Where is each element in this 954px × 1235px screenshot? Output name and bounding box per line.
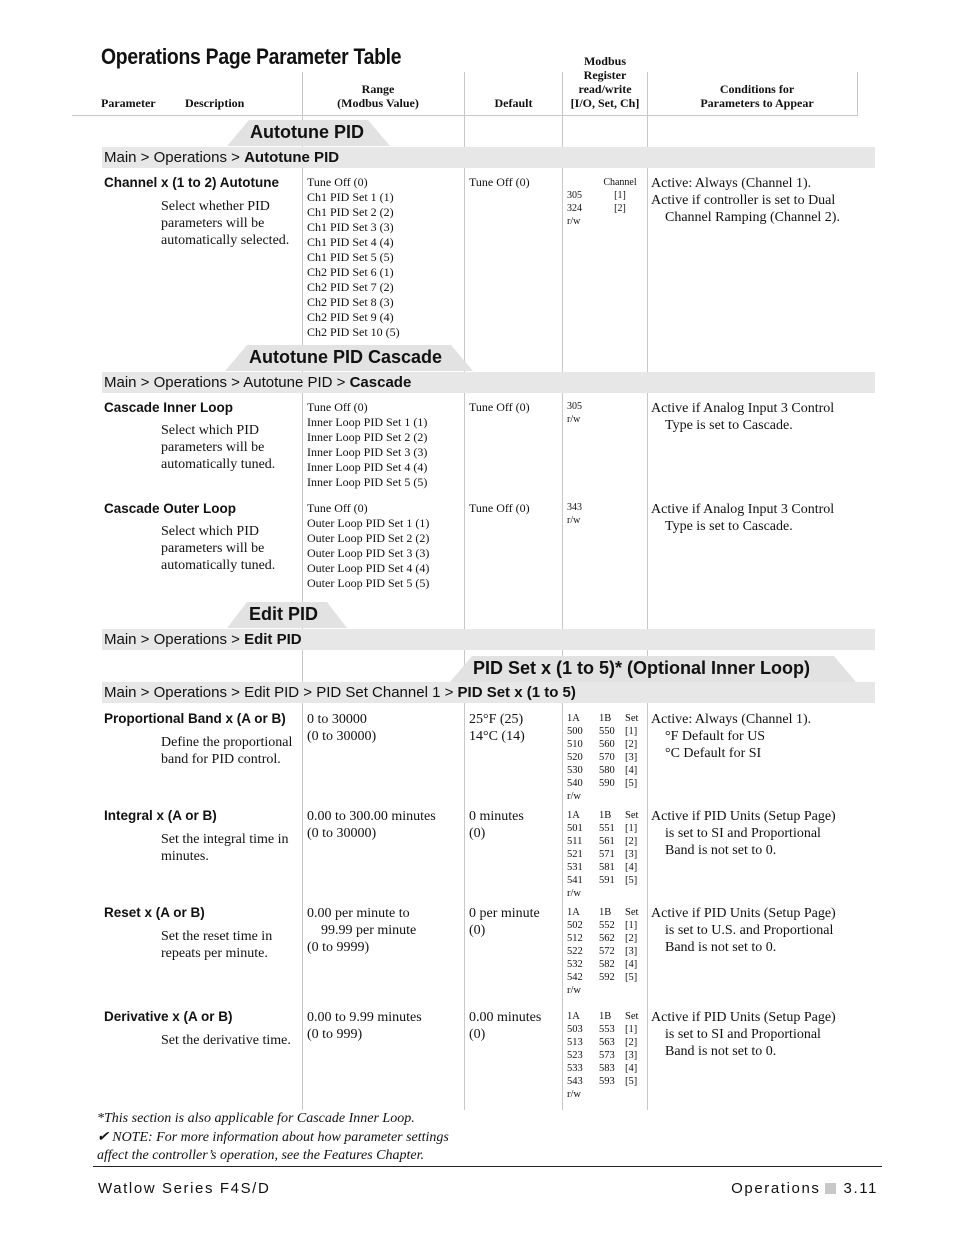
modbus-register-grid [567,906,645,997]
footer-page-info [731,1180,878,1197]
modbus-cell: 520 [567,752,583,763]
modbus-cell: 523 [567,1050,583,1061]
breadcrumb-current: Cascade [349,374,412,391]
modbus-cell: 561 [599,836,615,847]
breadcrumb-current: Autotune PID [244,149,340,166]
modbus-cell: [3] [625,1050,638,1061]
modbus-head: Set [625,713,639,724]
range-item: Ch1 PID Set 3 (3) [307,220,394,234]
modbus-head: 1A [567,907,580,918]
default-line: 0 minutes [469,809,524,824]
footer-page-number: 3.11 [843,1180,878,1197]
header-range-l2: (Modbus Value) [337,96,419,110]
modbus-cell: 592 [599,972,615,983]
modbus-registers [567,189,582,228]
param-range-list [307,501,463,591]
condition-line: Active if controller is set to Dual [651,193,836,208]
header-rule [72,115,858,116]
param-range [307,711,463,745]
modbus-registers [567,400,582,426]
modbus-cell: 530 [567,765,583,776]
header-modbus-l3: read/write [578,82,632,96]
condition-line: Band is not set to 0. [665,940,777,955]
condition-line: Active if Analog Input 3 Control [651,401,835,416]
modbus-channel-1: [1] [614,190,626,201]
column-divider-default [464,72,465,1110]
range-line: 0.00 per minute to [307,906,410,921]
modbus-register: 305 [567,401,582,412]
modbus-cell: 503 [567,1024,583,1035]
param-default [469,905,561,939]
condition-line: Band is not set to 0. [665,1044,777,1059]
default-line: 25°F (25) [469,712,524,727]
modbus-head: 1B [599,810,612,821]
square-separator-icon [825,1183,836,1194]
condition-line: Channel Ramping (Channel 2). [665,210,840,225]
default-line: (0) [469,826,486,841]
range-item: Outer Loop PID Set 3 (3) [307,546,430,560]
condition-line: °C Default for SI [665,746,762,761]
modbus-cell: 543 [567,1076,583,1087]
modbus-cell: 552 [599,920,615,931]
breadcrumb-pid-set [102,682,875,703]
modbus-cell: 542 [567,972,583,983]
modbus-cell: 502 [567,920,583,931]
header-parameter: Parameter [101,96,156,110]
condition-line: Active if PID Units (Setup Page) [651,809,836,824]
param-conditions [651,501,875,535]
condition-line: Active if PID Units (Setup Page) [651,1010,836,1025]
modbus-cell: 521 [567,849,583,860]
section-tab-label: PID Set x (1 to 5)* (Optional Inner Loop) [473,658,811,678]
footnote-note-cont: affect the controller’s operation, see the Features Chapter. [97,1148,425,1163]
modbus-cell: [4] [625,1063,638,1074]
modbus-cell: [1] [625,726,638,737]
modbus-rw: r/w [567,791,581,802]
section-tab-label: Edit PID [249,604,319,624]
param-conditions [651,905,875,956]
header-conditions-l2: Parameters to Appear [700,96,814,110]
range-item: Ch2 PID Set 6 (1) [307,265,394,279]
param-description: Select which PID parameters will be automatically tuned. [161,423,276,472]
modbus-cell: 512 [567,933,583,944]
param-range-list [307,400,463,490]
modbus-cell: [5] [625,1076,638,1087]
modbus-register-grid [567,809,645,900]
modbus-register-grid [567,1010,645,1101]
range-item: Inner Loop PID Set 3 (3) [307,445,428,459]
modbus-head: Set [625,907,639,918]
header-description: Description [185,96,245,110]
modbus-cell: 580 [599,765,615,776]
header-range-l1: Range [361,82,395,96]
modbus-rw: r/w [567,216,581,227]
modbus-cell: [1] [625,1024,638,1035]
section-tab-label: Autotune PID Cascade [249,347,443,367]
modbus-cell: 532 [567,959,583,970]
range-item: Ch1 PID Set 2 (2) [307,205,394,219]
param-name: Channel x (1 to 2) Autotune [104,175,279,190]
modbus-cell: 513 [567,1037,583,1048]
modbus-register: 305 [567,190,582,201]
range-line: (0 to 30000) [307,826,377,841]
range-item: Tune Off (0) [307,400,368,414]
range-line: (0 to 9999) [307,940,370,955]
condition-line: Active: Always (Channel 1). [651,176,812,191]
param-conditions [651,400,875,434]
modbus-registers [567,501,582,527]
modbus-cell: 553 [599,1024,615,1035]
modbus-rw: r/w [567,414,581,425]
range-item: Outer Loop PID Set 4 (4) [307,561,430,575]
param-range [307,808,463,842]
modbus-head: 1B [599,713,612,724]
condition-line: Type is set to Cascade. [665,519,793,534]
modbus-rw: r/w [567,888,581,899]
param-name: Derivative x (A or B) [104,1009,233,1024]
param-default [469,808,561,842]
breadcrumb-path: Main > Operations > [104,631,245,648]
column-divider-conditions [647,72,648,1110]
modbus-cell: 573 [599,1050,615,1061]
modbus-cell: [5] [625,972,638,983]
modbus-cell: [5] [625,875,638,886]
param-conditions [651,808,875,859]
range-line: 0.00 to 300.00 minutes [307,809,436,824]
header-conditions-l1: Conditions for [719,82,795,96]
header-default: Default [494,96,533,110]
section-tab-label: Autotune PID [250,122,364,142]
header-range [303,82,453,110]
modbus-cell: 500 [567,726,583,737]
modbus-channel-label: Channel [603,177,637,188]
header-modbus [559,54,651,110]
modbus-cell: 550 [599,726,615,737]
breadcrumb-autotune-pid [102,147,875,168]
section-tab-autotune-pid-cascade [225,345,473,369]
param-name: Cascade Outer Loop [104,501,237,516]
modbus-cell: 510 [567,739,583,750]
range-item: Outer Loop PID Set 2 (2) [307,531,430,545]
modbus-cell: [3] [625,752,638,763]
modbus-cell: 562 [599,933,615,944]
modbus-head: 1A [567,1011,580,1022]
modbus-cell: [5] [625,778,638,789]
default-line: 0 per minute [469,906,540,921]
condition-line: is set to U.S. and Proportional [665,923,834,938]
param-default [469,711,561,745]
modbus-channel-2: [2] [614,203,626,214]
param-range [307,1009,463,1043]
modbus-cell: 590 [599,778,615,789]
condition-line: is set to SI and Proportional [665,1027,821,1042]
param-name: Proportional Band x (A or B) [104,711,286,726]
footer-rule [93,1166,882,1167]
modbus-register-grid [567,712,645,803]
range-item: Ch1 PID Set 1 (1) [307,190,394,204]
condition-line: Type is set to Cascade. [665,418,793,433]
modbus-head: 1A [567,810,580,821]
modbus-cell: 593 [599,1076,615,1087]
page-title: Operations Page Parameter Table [101,44,402,69]
param-name: Reset x (A or B) [104,905,205,920]
modbus-head: 1B [599,907,612,918]
default-line: (0) [469,1027,486,1042]
header-modbus-l2: Register [583,68,627,82]
modbus-cell: 581 [599,862,615,873]
modbus-cell: [1] [625,920,638,931]
range-line: 0.00 to 9.99 minutes [307,1010,422,1025]
param-default: Tune Off (0) [469,501,530,515]
condition-line: Active if PID Units (Setup Page) [651,906,836,921]
param-conditions [651,175,875,226]
range-item: Inner Loop PID Set 1 (1) [307,415,428,429]
modbus-cell: 571 [599,849,615,860]
header-modbus-l1: Modbus [583,54,627,68]
modbus-rw: r/w [567,1089,581,1100]
modbus-cell: 582 [599,959,615,970]
range-line: 99.99 per minute [321,923,417,938]
footnote-note: ✔ NOTE: For more information about how parameter settings [97,1129,449,1145]
range-item: Ch2 PID Set 9 (4) [307,310,394,324]
breadcrumb-path: Main > Operations > Autotune PID > [104,374,350,391]
modbus-cell: 560 [599,739,615,750]
column-divider-modbus [562,72,563,1110]
range-item: Outer Loop PID Set 1 (1) [307,516,430,530]
param-default: Tune Off (0) [469,175,530,189]
modbus-cell: 583 [599,1063,615,1074]
modbus-register: 324 [567,203,582,214]
modbus-head: 1A [567,713,580,724]
param-default [469,1009,561,1043]
modbus-rw: r/w [567,985,581,996]
modbus-channel [598,176,642,215]
modbus-cell: [2] [625,1037,638,1048]
breadcrumb-path: Main > Operations > [104,149,245,166]
modbus-cell: [4] [625,959,638,970]
range-item: Ch2 PID Set 7 (2) [307,280,394,294]
column-divider-right [857,72,858,116]
footer-product: Watlow Series F4S/D [98,1180,271,1197]
section-tab-pid-set [450,656,856,680]
condition-line: °F Default for US [665,729,766,744]
param-default: Tune Off (0) [469,400,530,414]
modbus-cell: 511 [567,836,583,847]
section-tab-edit-pid [227,602,347,626]
modbus-cell: 563 [599,1037,615,1048]
condition-line: Band is not set to 0. [665,843,777,858]
header-conditions [664,82,850,110]
column-divider-range [302,72,303,1110]
condition-line: Active: Always (Channel 1). [651,712,812,727]
default-line: 0.00 minutes [469,1010,542,1025]
range-item: Inner Loop PID Set 4 (4) [307,460,428,474]
modbus-cell: [3] [625,946,638,957]
breadcrumb-path: Main > Operations > Edit PID > PID Set Channel 1 > [104,684,458,701]
modbus-cell: [2] [625,739,638,750]
condition-line: is set to SI and Proportional [665,826,821,841]
condition-line: Active if Analog Input 3 Control [651,502,835,517]
modbus-cell: 591 [599,875,615,886]
param-conditions [651,711,875,762]
breadcrumb-current: Edit PID [244,631,302,648]
range-item: Tune Off (0) [307,501,368,515]
param-name: Cascade Inner Loop [104,400,234,415]
modbus-cell: [4] [625,765,638,776]
default-line: (0) [469,923,486,938]
modbus-cell: [3] [625,849,638,860]
modbus-cell: [2] [625,836,638,847]
default-line: 14°C (14) [469,729,525,744]
modbus-cell: 522 [567,946,583,957]
modbus-cell: [1] [625,823,638,834]
param-description: Select whether PID parameters will be automatically selected. [161,199,290,248]
modbus-cell: 531 [567,862,583,873]
modbus-head: Set [625,810,639,821]
footer-section: Operations [731,1180,821,1197]
range-item: Ch2 PID Set 10 (5) [307,325,400,339]
modbus-cell: 570 [599,752,615,763]
param-range-list [307,175,463,340]
footnotes [97,1110,449,1166]
range-item: Ch1 PID Set 4 (4) [307,235,394,249]
modbus-head: Set [625,1011,639,1022]
modbus-cell: 501 [567,823,583,834]
modbus-register: 343 [567,502,582,513]
modbus-cell: [4] [625,862,638,873]
range-item: Outer Loop PID Set 5 (5) [307,576,430,590]
breadcrumb-edit-pid [102,629,875,650]
param-description: Set the reset time in repeats per minute. [161,929,273,961]
param-description: Set the derivative time. [161,1033,291,1048]
modbus-cell: 551 [599,823,615,834]
range-item: Inner Loop PID Set 2 (2) [307,430,428,444]
range-item: Ch2 PID Set 8 (3) [307,295,394,309]
param-description: Select which PID parameters will be automatically tuned. [161,524,276,573]
modbus-cell: 572 [599,946,615,957]
param-description: Define the proportional band for PID control. [161,735,293,767]
param-conditions [651,1009,875,1060]
param-description: Set the integral time in minutes. [161,832,289,864]
range-line: (0 to 999) [307,1027,363,1042]
range-line: 0 to 30000 [307,712,367,727]
modbus-cell: 533 [567,1063,583,1074]
header-modbus-l4: [I/O, Set, Ch] [570,96,640,110]
footnote-asterisk: *This section is also applicable for Cascade Inner Loop. [97,1111,415,1126]
breadcrumb-cascade [102,372,875,393]
breadcrumb-current: PID Set x (1 to 5) [457,684,576,701]
modbus-cell: [2] [625,933,638,944]
range-item: Ch1 PID Set 5 (5) [307,250,394,264]
modbus-cell: 540 [567,778,583,789]
modbus-head: 1B [599,1011,612,1022]
modbus-cell: 541 [567,875,583,886]
param-range [307,905,463,956]
modbus-rw: r/w [567,515,581,526]
range-line: (0 to 30000) [307,729,377,744]
param-name: Integral x (A or B) [104,808,217,823]
range-item: Inner Loop PID Set 5 (5) [307,475,428,489]
section-tab-autotune-pid [227,120,390,144]
range-item: Tune Off (0) [307,175,368,189]
